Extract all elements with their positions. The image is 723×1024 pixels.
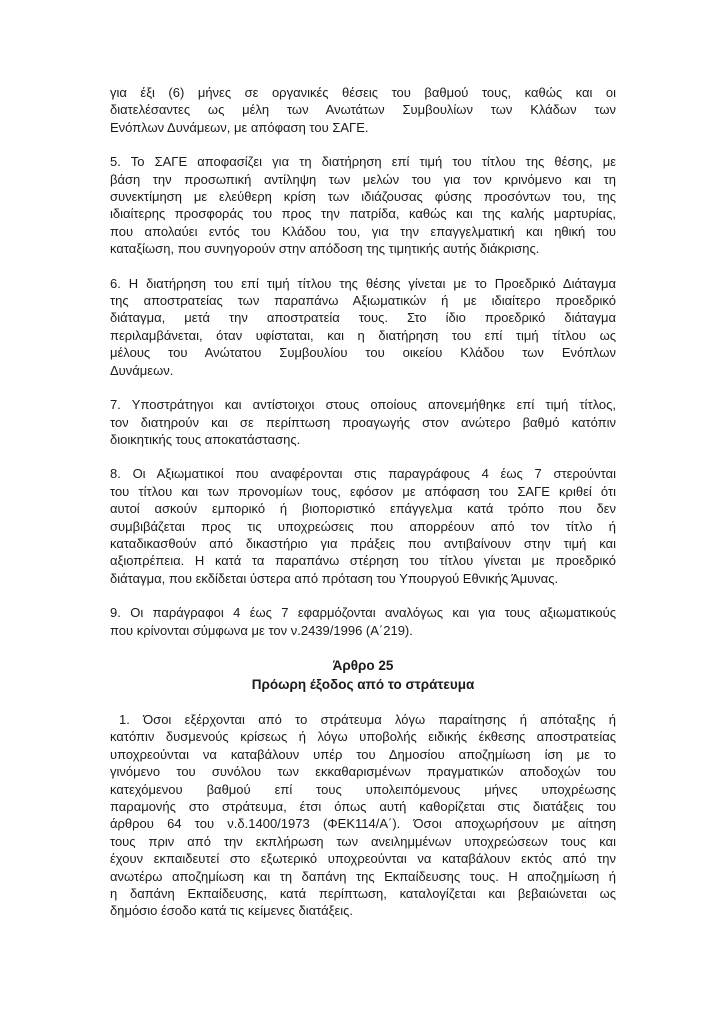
text-line: της αποστρατείας των παραπάνω Αξιωματικών ή με ιδιαίτερο προεδρικό bbox=[110, 293, 616, 309]
article-title: Πρόωρη έξοδος από το στράτευμα bbox=[251, 676, 475, 692]
text-line: του τίτλου και των προνομίων τους, εφόσον με απόφαση του ΣΑΓΕ κριθεί ότι bbox=[110, 483, 616, 499]
text-line: βάση την προσωπική αντίληψη των μελών του για τον κρινόμενο και τη bbox=[110, 171, 616, 187]
text-line: 9. Οι παράγραφοι 4 έως 7 εφαρμόζονται αναλόγως και για τους αξιωματικούς bbox=[110, 605, 616, 621]
text-line: που απολαύει εντός του Κλάδου του, για την επαγγελματική και ηθική του bbox=[110, 223, 616, 239]
text-line: διατελέσαντες ως μέλη των Ανωτάτων Συμβουλίων των Κλάδων των bbox=[110, 102, 616, 118]
article-heading bbox=[110, 656, 616, 694]
text-line: η δαπάνη Εκπαίδευσης, κατά περίπτωση, καταλογίζεται και βεβαιώνεται ως bbox=[110, 886, 616, 902]
text-line: καταδικασθούν από δικαστήριο για πράξεις που αντιβαίνουν στην τιμή και bbox=[110, 535, 616, 551]
text-line: γινόμενο του συνόλου των εκκαθαρισμένων πραγματικών αποδοχών του bbox=[110, 764, 616, 780]
paragraph-9 bbox=[110, 604, 616, 639]
article-number: Άρθρο 25 bbox=[332, 657, 394, 673]
paragraph-5 bbox=[110, 153, 616, 257]
text-line: 5. Το ΣΑΓΕ αποφασίζει για τη διατήρηση επί τιμή του τίτλου της θέσης, με bbox=[110, 154, 616, 170]
text-line: διάταγμα, μετά την αποστρατεία τους. Στο ίδιο προεδρικό διάταγμα bbox=[110, 310, 616, 326]
text-line: συνεκτίμηση με ελεύθερη κρίση των ιδιάζουσας φύσης προσόντων του, της bbox=[110, 189, 616, 205]
text-line: 6. Η διατήρηση του επί τιμή τίτλου της θέσης γίνεται με το Προεδρικό Διάταγμα bbox=[110, 275, 616, 291]
text-line: διάταγμα, που εκδίδεται ύστερα από πρόταση του Υπουργού Εθνικής Άμυνας. bbox=[110, 570, 559, 586]
text-line: υποχρεούνται να καταβάλουν υπέρ του Δημοσίου αποζημίωση ίση με το bbox=[110, 746, 616, 762]
text-line: συμβιβάζεται προς τις υποχρεώσεις που απορρέουν από τον τίτλο ή bbox=[110, 518, 616, 534]
paragraph-continuation bbox=[110, 84, 616, 136]
text-line: Ενόπλων Δυνάμεων, με απόφαση του ΣΑΓΕ. bbox=[110, 119, 369, 135]
text-line: ανωτέρω αποζημίωση και τη δαπάνη της Εκπαίδευσης τους. Η αποζημίωση ή bbox=[110, 868, 616, 884]
text-line: αξιοπρέπεια. Η κατά τα παραπάνω στέρηση του τίτλου γίνεται με προεδρικό bbox=[110, 553, 616, 569]
paragraph-6 bbox=[110, 275, 616, 379]
text-line: κατόπιν δυσμενούς κρίσεως ή λόγω υποβολής ειδικής έκθεσης αποστρατείας bbox=[110, 729, 616, 745]
article-paragraph-1 bbox=[110, 711, 616, 920]
text-line: άρθρου 64 του ν.δ.1400/1973 (ΦΕΚ114/Α΄). Όσοι αποχωρήσουν με αίτηση bbox=[110, 816, 616, 832]
text-line: καταξίωση, που συνηγορούν στην απόδοση της τιμητικής αυτής διάκρισης. bbox=[110, 241, 540, 257]
text-line: διοικητικής τους αποκατάστασης. bbox=[110, 431, 301, 447]
document-page bbox=[110, 84, 616, 937]
paragraph-8 bbox=[110, 465, 616, 587]
text-line: μέλους του Ανώτατου Συμβουλίου του οικείου Κλάδου των Ενόπλων bbox=[110, 345, 616, 361]
text-line: κατεχόμενου βαθμού επί τους υπολειπόμενους μήνες υποχρέωσης bbox=[110, 781, 616, 797]
text-line: 7. Υποστράτηγοι και αντίστοιχοι στους οποίους απονεμήθηκε επί τιμή τίτλος, bbox=[110, 397, 616, 413]
text-line: τους πριν από την εκπλήρωση των ανειλημμένων υποχρεώσεων τους και bbox=[110, 833, 616, 849]
text-line: ιδιαίτερης προσφοράς του προς την πατρίδα, καθώς και της καλής μαρτυρίας, bbox=[110, 206, 616, 222]
text-line: παραμονής στο στράτευμα, έτσι όπως αυτή καθορίζεται στις διατάξεις του bbox=[110, 799, 616, 814]
text-line: έχουν εκπαιδευτεί στο εξωτερικό υποχρεούνται να καταβάλουν εκτός από την bbox=[110, 851, 616, 867]
text-line: 1. Όσοι εξέρχονται από το στράτευμα λόγω παραίτησης ή απόταξης ή bbox=[119, 711, 616, 727]
paragraph-7 bbox=[110, 396, 616, 448]
text-line: αυτοί ασκούν εμπορικό ή βιοποριστικό επάγγελμα κατά τρόπο που δεν bbox=[110, 501, 616, 517]
text-line: περιλαμβάνεται, όταν υφίσταται, και η διατήρηση του επί τιμή τίτλου ως bbox=[110, 327, 616, 343]
text-line: Δυνάμεων. bbox=[110, 362, 174, 378]
text-line: για έξι (6) μήνες σε οργανικές θέσεις του βαθμού τους, καθώς και οι bbox=[110, 85, 616, 100]
text-line: τον διατηρούν και σε περίπτωση προαγωγής στον ανώτερο βαθμό κατόπιν bbox=[110, 414, 616, 430]
text-line: που κρίνονται σύμφωνα με τον ν.2439/1996 (Α΄219). bbox=[110, 622, 413, 638]
text-line: 8. Οι Αξιωματικοί που αναφέρονται στις παραγράφους 4 έως 7 στερούνται bbox=[110, 466, 616, 482]
text-line: δημόσιο έσοδο κατά τις κείμενες διατάξεις. bbox=[110, 903, 354, 919]
